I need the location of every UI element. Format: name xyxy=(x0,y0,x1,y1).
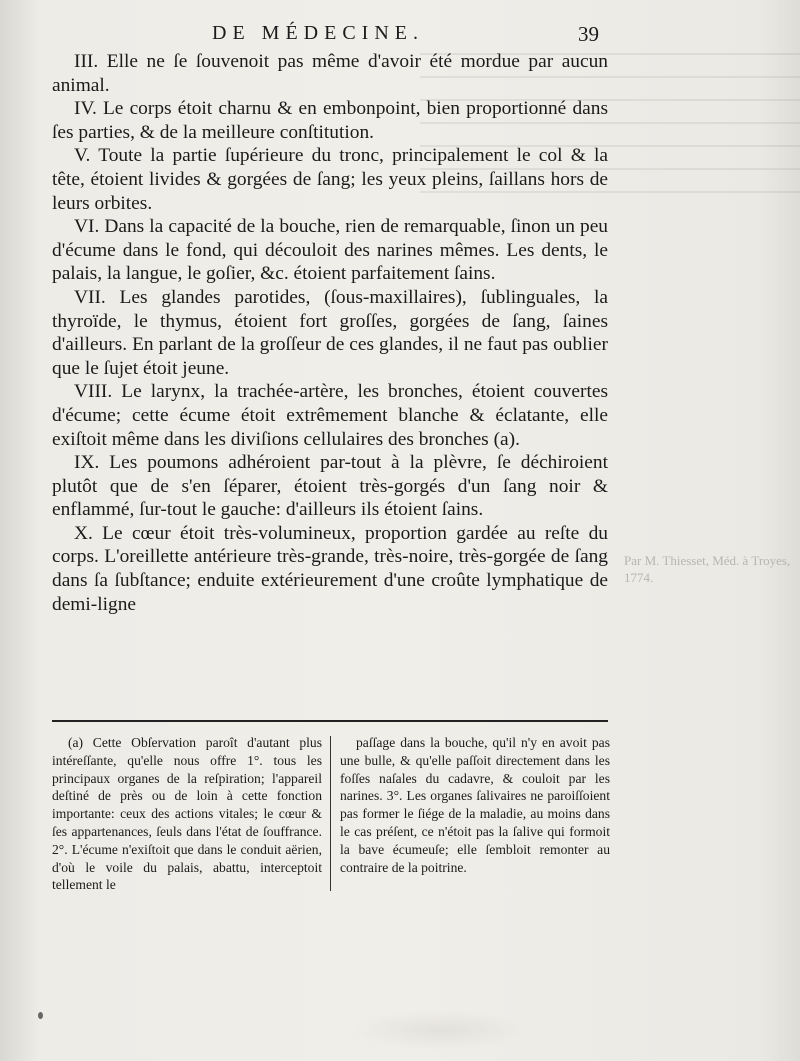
paragraph-ix: IX. Les poumons adhéroient par-tout à la plèvre, ſe déchiroient plutôt que de s'en ſéparer, étoient très-gorgés d'un ſang noir & enflammé, ſur-tout le gauche: d'ailleurs ils étoient ſains. xyxy=(52,452,608,521)
paragraph-iii: III. Elle ne ſe ſouvenoit pas même d'avoir été mordue par aucun animal. xyxy=(52,51,608,96)
paragraph-x: X. Le cœur étoit très-volumineux, proportion gardée au reſte du corps. L'oreillette antérieure très-grande, très-noire, très-gorgée de ſang dans ſa ſubſtance; enduite extérieurement d'une croûte lymphatique de demi-ligne xyxy=(52,522,608,615)
footnote-left-column xyxy=(52,734,322,894)
paper-smudge xyxy=(350,1010,530,1050)
paragraph-v: V. Toute la partie ſupérieure du tronc, principalement le col & la tête, étoient livides & gorgées de ſang; les yeux pleins, ſaillans hors de leurs orbites. xyxy=(52,145,608,214)
paragraph-iv: IV. Le corps étoit charnu & en embonpoint, bien proportionné dans ſes parties, & de la meilleure conſtitution. xyxy=(52,98,608,143)
paragraph-vii: VII. Les glandes parotides, (ſous-maxillaires), ſublinguales, la thyroïde, le thymus, étoient fort groſſes, gorgées de ſang, ſaines d'ailleurs. En parlant de la groſſeur de ces glandes, il ne faut pas oublier que le ſujet étoit jeune. xyxy=(52,286,608,379)
running-head: DE MÉDECINE. xyxy=(212,22,424,44)
main-text xyxy=(52,50,608,616)
footnote-column-divider xyxy=(330,736,331,891)
paragraph-vi: VI. Dans la capacité de la bouche, rien de remarquable, ſinon un peu d'écume dans le fond, qui découloit des narines mêmes. Les dents, le palais, la langue, le goſier, &c. étoient parfaitement ſains. xyxy=(52,216,608,285)
paragraph-viii: VIII. Le larynx, la trachée-artère, les bronches, étoient couvertes d'écume; cette écume étoit extrêmement blanche & éclatante, elle exiſtoit même dans les diviſions cellulaires des bronches (a). xyxy=(52,381,608,450)
footnote-right-text: paſſage dans la bouche, qu'il n'y en avoit pas une bulle, & qu'elle paſſoit directement dans les foſſes naſales du cadavre, & couloit par les narines. 3°. Les organes ſalivaires ne paroiſſoient pas former le ſiége de la maladie, au moins dans le cas préſent, ce n'étoit pas la ſalive qui formoit la bave écumeuſe; elle ſembloit remonter au contraire de la poitrine. xyxy=(340,735,610,875)
page-number: 39 xyxy=(578,22,599,46)
ink-spot xyxy=(38,1012,43,1019)
page-header xyxy=(0,22,800,52)
margin-note: Par M. Thiesset, Méd. à Troyes, 1774. xyxy=(624,553,791,585)
footnote-rule xyxy=(52,720,608,722)
footnote-right-column xyxy=(340,734,610,876)
footnote-left-text: (a) Cette Obſervation paroît d'autant plus intéreſſante, qu'elle nous offre 1°. tous les principaux organes de la reſpiration; l'appareil deſtiné de près ou de loin à cette fonction importante: ceux des actions vitales; le cœur & ſes appartenances, ſeuls dans l'état de ſouffrance. 2°. L'écume n'exiſtoit que dans le conduit aërien, d'où le voile du palais, abattu, interceptoit tellement le xyxy=(52,735,322,893)
